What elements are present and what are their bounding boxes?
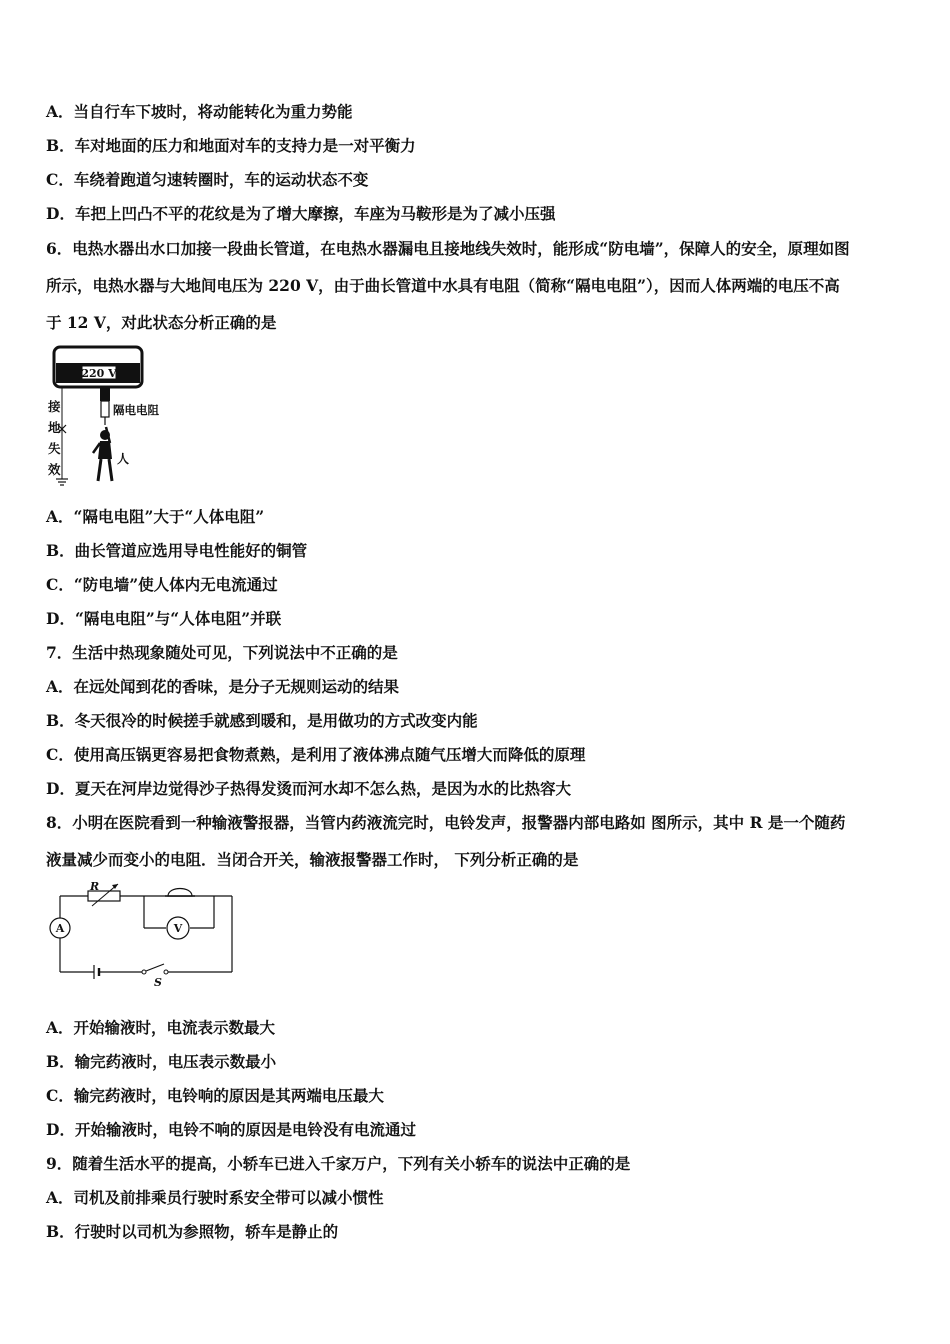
- q7-option-a: A．在远处闻到花的香味，是分子无规则运动的结果: [46, 677, 400, 696]
- q8-option-d: D．开始输液时，电铃不响的原因是电铃没有电流通过: [46, 1120, 416, 1139]
- q6-figure: [44, 343, 184, 493]
- q5-option-b: B．车对地面的压力和地面对车的支持力是一对平衡力: [46, 136, 416, 155]
- isolation-resistor: [101, 401, 109, 417]
- voltmeter-label: V: [173, 922, 183, 935]
- person-figure: [93, 427, 112, 481]
- q8-option-a: A．开始输液时，电流表示数最大: [46, 1018, 276, 1037]
- q8-option-c: C．输完药液时，电铃响的原因是其两端电压最大: [46, 1086, 384, 1105]
- q5-option-a: A．当自行车下坡时，将动能转化为重力势能: [46, 102, 353, 121]
- q8-circuit-figure: [44, 878, 244, 988]
- q6-option-b: B．曲长管道应选用导电性能好的铜管: [46, 541, 308, 560]
- q9-option-b: B．行驶时以司机为参照物，轿车是静止的: [46, 1222, 339, 1241]
- bell: [168, 889, 192, 897]
- switch-lever: [146, 964, 164, 971]
- q7-option-b: B．冬天很冷的时候搓手就感到暖和，是用做功的方式改变内能: [46, 711, 478, 730]
- q7-stem: 7．生活中热现象随处可见，下列说法中不正确的是: [46, 643, 398, 662]
- q8-stem-line1: 8．小明在医院看到一种输液警报器，当管内药液流完时，电铃发声，报警器内部电路如 图所示，其中 R 是一个随药: [46, 813, 846, 832]
- q9-option-a: A．司机及前排乘员行驶时系安全带可以减小惯性: [46, 1188, 384, 1207]
- ground-failure-label: 接 地 失 效: [48, 399, 61, 477]
- q8-option-b: B．输完药液时，电压表示数最小: [46, 1052, 277, 1071]
- q6-stem-line2: 所示，电热水器与大地间电压为 220 V，由于曲长管道中水具有电阻（简称“隔电电阻”），因而人体两端的电压不高: [46, 276, 840, 295]
- q6-stem-line3: 于 12 V，对此状态分析正确的是: [46, 313, 277, 332]
- q7-option-c: C．使用高压锅更容易把食物煮熟，是利用了液体沸点随气压增大而降低的原理: [46, 745, 586, 764]
- resistor-r-label: R: [90, 880, 100, 893]
- q6-stem-line1: 6．电热水器出水口加接一段曲长管道，在电热水器漏电且接地线失效时，能形成“防电墙”，保障人的安全，原理如图: [46, 239, 850, 258]
- q6-option-d: D．“隔电电阻”与“人体电阻”并联: [46, 609, 282, 628]
- q8-stem-line2: 液量减少而变小的电阻．当闭合开关，输液报警器工作时， 下列分析正确的是: [46, 850, 579, 869]
- q9-stem: 9．随着生活水平的提高，小轿车已进入千家万户，下列有关小轿车的说法中正确的是: [46, 1154, 631, 1173]
- q5-option-d: D．车把上凹凸不平的花纹是为了增大摩擦，车座为马鞍形是为了减小压强: [46, 204, 556, 223]
- voltage-label: 220 V: [81, 367, 117, 380]
- q6-option-c: C．“防电墙”使人体内无电流通过: [46, 575, 278, 594]
- switch-label: S: [154, 976, 162, 988]
- q6-option-a: A．“隔电电阻”大于“人体电阻”: [46, 507, 265, 526]
- ammeter-label: A: [55, 922, 65, 935]
- q7-option-d: D．夏天在河岸边觉得沙子热得发烫而河水却不怎么热，是因为水的比热容大: [46, 779, 571, 798]
- q5-option-c: C．车绕着跑道匀速转圈时，车的运动状态不变: [46, 170, 369, 189]
- resistor-label: 隔电电阻: [113, 403, 159, 417]
- person-label: 人: [117, 452, 130, 466]
